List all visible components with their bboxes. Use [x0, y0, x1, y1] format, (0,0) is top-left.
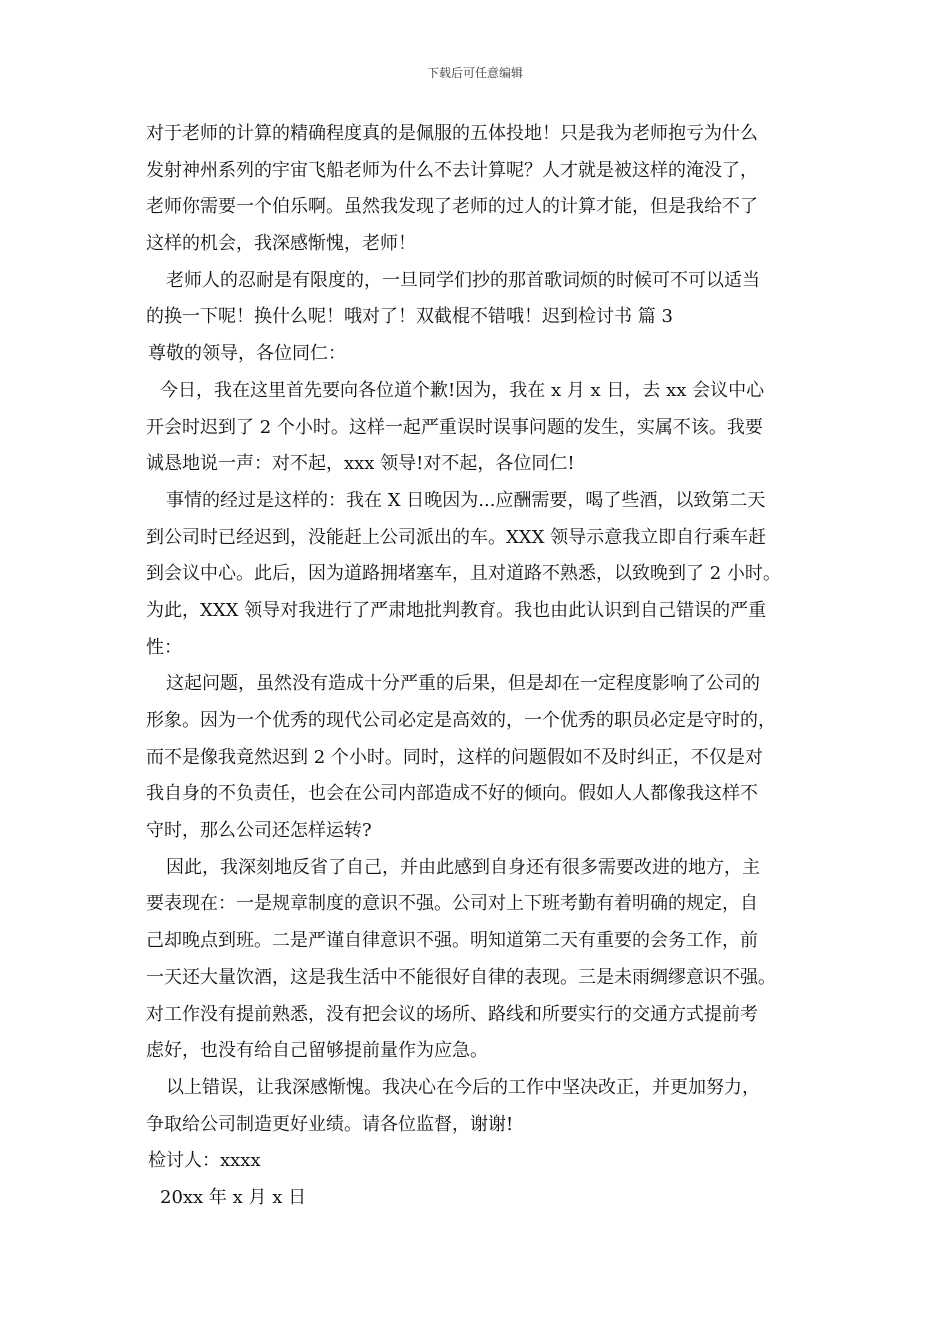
text-line: 要表现在：一是规章制度的意识不强。公司对上下班考勤有着明确的规定，自: [146, 893, 758, 915]
text-line: 形象。因为一个优秀的现代公司必定是高效的，一个优秀的职员必定是守时的，: [146, 710, 776, 731]
document-body: [146, 116, 826, 1217]
text-line: 虑好，也没有给自己留够提前量作为应急。: [146, 1040, 488, 1062]
text-line: 性：: [146, 636, 182, 658]
text-line: 一天还大量饮酒，这是我生活中不能很好自律的表现。三是未雨绸缪意识不强。: [146, 966, 776, 988]
text-line: 己却晚点到班。二是严谨自律意识不强。明知道第二天有重要的会务工作，前: [146, 930, 758, 952]
text-line: 为此，XXX 领导对我进行了严肃地批判教育。我也由此认识到自己错误的严重: [146, 599, 767, 621]
text-line: 开会时迟到了 2 个小时。这样一起严重误时误事问题的发生，实属不该。我要: [146, 416, 763, 438]
text-line: 对于老师的计算的精确程度真的是佩服的五体投地！只是我为老师抱亏为什么: [146, 123, 758, 144]
page-header: 下载后可任意编辑: [426, 66, 523, 80]
text-line: 这样的机会，我深感惭愧，老师！: [146, 233, 416, 255]
text-line: 到会议中心。此后，因为道路拥堵塞车，且对道路不熟悉，以致晚到了 2 小时。: [146, 563, 781, 585]
text-line: 守时，那么公司还怎样运转?: [146, 820, 372, 842]
text-line: 到公司时已经迟到，没能赶上公司派出的车。XXX 领导示意我立即自行乘车赶: [146, 526, 767, 548]
text-line: 今日，我在这里首先要向各位道个歉!因为，我在 x 月 x 日，去 xx 会议中心: [160, 379, 765, 401]
salutation: 尊敬的领导，各位同仁：: [148, 343, 346, 365]
text-line: 发射神州系列的宇宙飞船老师为什么不去计算呢？人才就是被这样的淹没了，: [146, 159, 758, 181]
text-line: 老师人的忍耐是有限度的，一旦同学们抄的那首歌词烦的时候可不可以适当: [166, 269, 760, 291]
text-line: 我自身的不负责任，也会在公司内部造成不好的倾向。假如人人都像我这样不: [146, 783, 758, 805]
text-line: 老师你需要一个伯乐啊。虽然我发现了老师的过人的计算才能，但是我给不了: [146, 196, 758, 218]
text-line: 而不是像我竟然迟到 2 个小时。同时，这样的问题假如不及时纠正，不仅是对: [146, 746, 763, 768]
text-line: 的换一下呢！换什么呢！哦对了！双截棍不错哦！迟到检讨书 篇 3: [146, 306, 673, 328]
text-line: 以上错误，让我深感惭愧。我决心在今后的工作中坚决改正，并更加努力，: [166, 1076, 760, 1098]
text-line: 争取给公司制造更好业绩。请各位监督，谢谢!: [146, 1113, 514, 1135]
text-line: 这起问题，虽然没有造成十分严重的后果，但是却在一定程度影响了公司的: [166, 673, 760, 695]
text-line: 对工作没有提前熟悉，没有把会议的场所、路线和所要实行的交通方式提前考: [146, 1003, 758, 1025]
date-line: 20xx 年 x 月 x 日: [160, 1186, 307, 1208]
text-line: 事情的经过是这样的：我在 X 日晚因为...应酬需要，喝了些酒，以致第二天: [166, 489, 766, 511]
text-line: 因此，我深刻地反省了自己，并由此感到自身还有很多需要改进的地方，主: [166, 856, 760, 878]
text-line: 诚恳地说一声：对不起，xxx 领导!对不起，各位同仁!: [146, 453, 575, 475]
signature-line: 检讨人：xxxx: [148, 1150, 261, 1172]
